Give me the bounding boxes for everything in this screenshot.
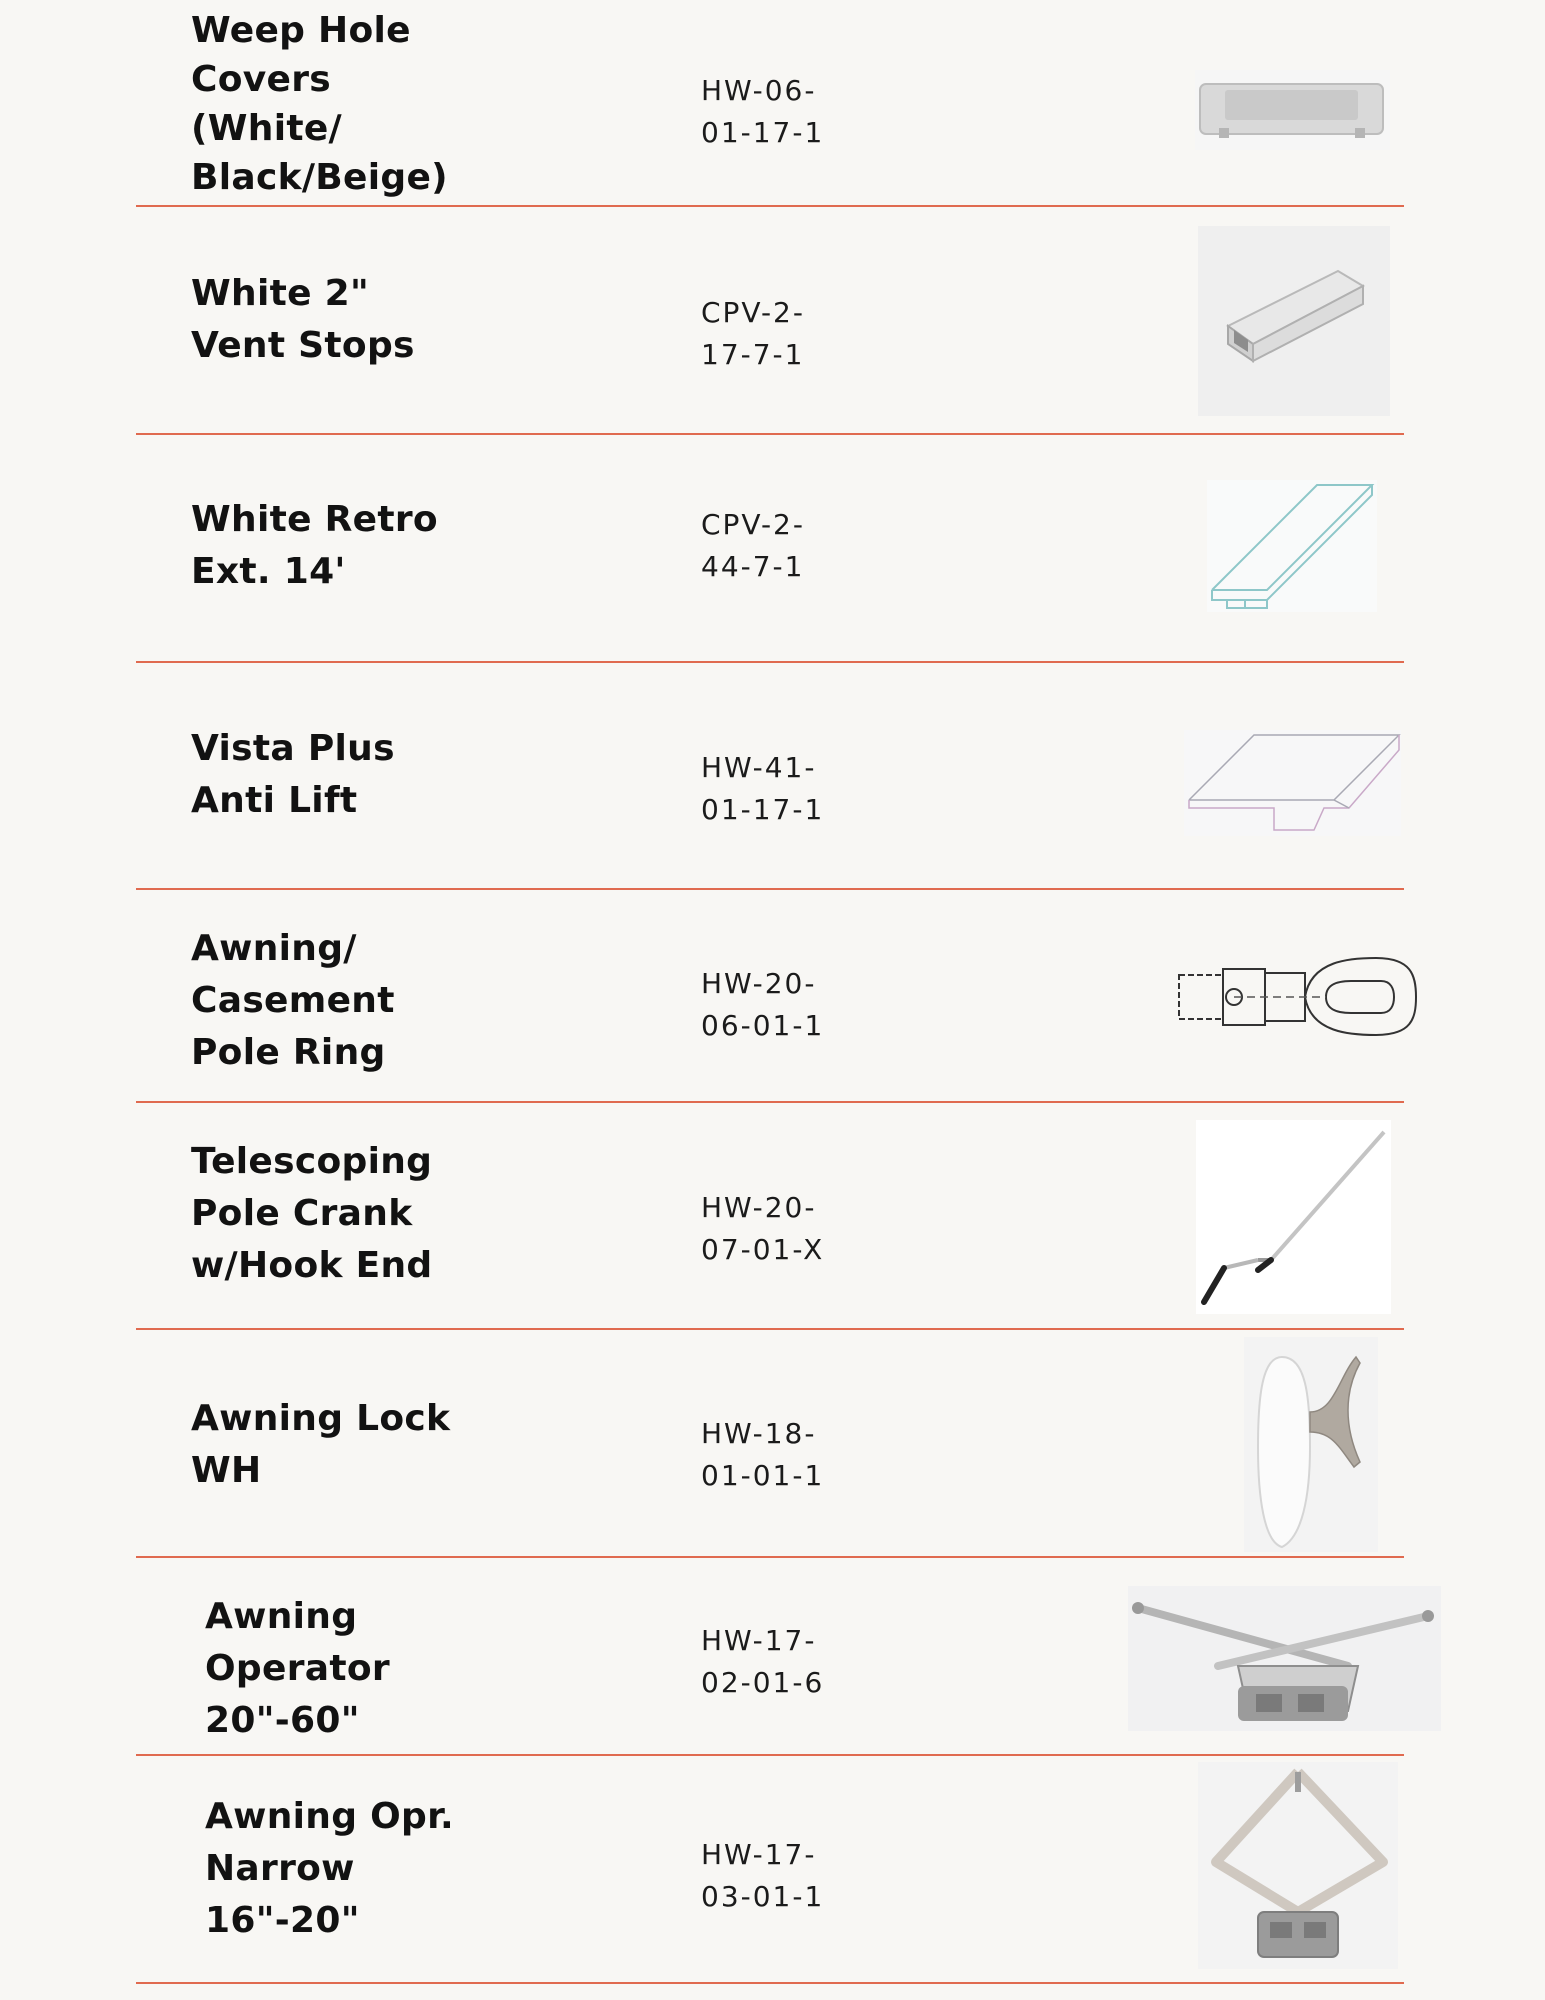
anti-lift-drawing-image	[1184, 730, 1401, 836]
item-code: CPV-2- 17-7-1	[701, 296, 805, 371]
item-name: Awning Operator 20"-60"	[205, 1596, 390, 1741]
item-code: HW-17- 03-01-1	[701, 1838, 825, 1913]
item-code: HW-20- 07-01-X	[701, 1191, 825, 1266]
item-name: Vista Plus Anti Lift	[191, 728, 395, 821]
item-name: White 2" Vent Stops	[191, 273, 415, 366]
row-divider	[136, 433, 1404, 435]
awning-operator-narrow-image	[1198, 1762, 1398, 1969]
retro-extrusion-drawing-image	[1207, 480, 1377, 612]
item-name: Telescoping Pole Crank w/Hook End	[191, 1141, 433, 1286]
row-divider	[136, 661, 1404, 663]
row-divider	[136, 205, 1404, 207]
item-name: Awning Opr. Narrow 16"-20"	[205, 1796, 454, 1941]
item-code: HW-17- 02-01-6	[701, 1624, 825, 1699]
row-divider	[136, 888, 1404, 890]
row-divider	[136, 1328, 1404, 1330]
item-code: HW-06- 01-17-1	[701, 74, 825, 149]
item-code: HW-20- 06-01-1	[701, 967, 825, 1042]
item-name: Awning Lock WH	[191, 1398, 451, 1491]
item-name: White Retro Ext. 14'	[191, 499, 438, 592]
row-divider	[136, 1556, 1404, 1558]
row-divider	[136, 1982, 1404, 1984]
weep-hole-cover-image	[1195, 70, 1390, 150]
item-code: HW-18- 01-01-1	[701, 1417, 825, 1492]
awning-operator-image	[1128, 1586, 1441, 1731]
row-divider	[136, 1754, 1404, 1756]
item-code: CPV-2- 44-7-1	[701, 508, 805, 583]
row-divider	[136, 1101, 1404, 1103]
item-code: HW-41- 01-17-1	[701, 751, 825, 826]
pole-ring-drawing-image	[1176, 955, 1419, 1037]
item-name: Awning/ Casement Pole Ring	[191, 928, 395, 1073]
telescoping-pole-image	[1196, 1120, 1391, 1314]
item-name: Weep Hole Covers (White/ Black/Beige)	[191, 10, 448, 198]
awning-lock-image	[1244, 1337, 1378, 1552]
vent-stop-image	[1198, 226, 1390, 416]
